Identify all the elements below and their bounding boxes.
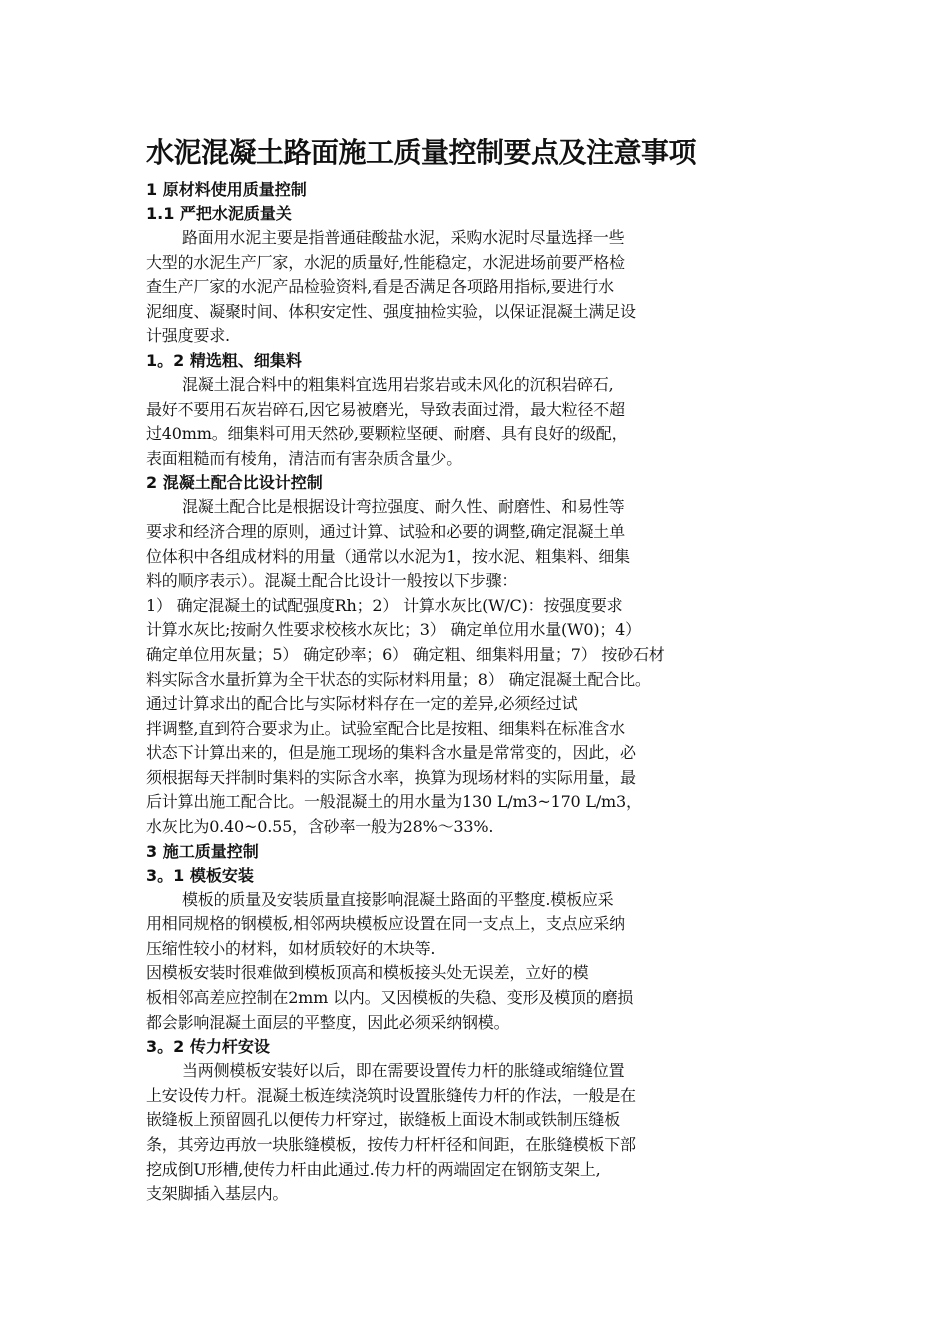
text-line: 上安设传力杆。混凝土板连续浇筑时设置胀缝传力杆的作法，一般是在 [146, 1085, 636, 1105]
text-line: 模板的质量及安装质量直接影响混凝土路面的平整度.模板应采 [182, 889, 614, 909]
paragraph [146, 373, 786, 471]
section-heading: 1 原材料使用质量控制 [146, 180, 307, 199]
text-line: 1） 确定混凝土的试配强度Rh；2） 计算水灰比(W/C)：按强度要求 [146, 595, 623, 615]
text-line: 拌调整,直到符合要求为止。试验室配合比是按粗、细集料在标准含水 [146, 718, 625, 738]
text-line: 计强度要求. [146, 326, 230, 346]
section-heading: 3。1 模板安装 [146, 865, 254, 885]
section-heading: 3 施工质量控制 [146, 841, 259, 861]
text-line: 状态下计算出来的，但是施工现场的集料含水量是常常变的，因此，必 [146, 743, 636, 763]
text-line: 须根据每天拌制时集料的实际含水率，换算为现场材料的实际用量，最 [146, 767, 636, 787]
paragraph [146, 1059, 786, 1207]
section-heading: 1。2 精选粗、细集料 [146, 350, 302, 370]
text-line: 路面用水泥主要是指普通硅酸盐水泥，采购水泥时尽量选择一些 [182, 228, 625, 247]
text-line: 当两侧模板安装好以后，即在需要设置传力杆的胀缝或缩缝位置 [182, 1061, 625, 1081]
paragraph [146, 495, 786, 839]
paragraph [146, 888, 786, 1036]
text-line: 都会影响混凝土面层的平整度，因此必须采纳钢模。 [146, 1012, 510, 1032]
text-line: 料的顺序表示）。混凝土配合比设计一般按以下步骤： [146, 571, 518, 591]
document-body [146, 178, 786, 1207]
text-line: 通过计算求出的配合比与实际材料存在一定的差异,必须经过试 [146, 694, 578, 714]
text-line: 计算水灰比;按耐久性要求校核水灰比；3） 确定单位用水量(W0)；4） [146, 620, 641, 640]
text-line: 混凝土配合比是根据设计弯拉强度、耐久性、耐磨性、和易性等 [182, 497, 625, 517]
text-line: 压缩性较小的材料，如材质较好的木块等. [146, 938, 436, 958]
text-line: 料实际含水量折算为全干状态的实际材料用量；8） 确定混凝土配合比。 [146, 669, 651, 689]
text-line: 最好不要用石灰岩碎石,因它易被磨光，导致表面过滑，最大粒径不超 [146, 399, 625, 419]
text-line: 查生产厂家的水泥产品检验资料,看是否满足各项路用指标,要进行水 [146, 277, 614, 297]
text-line: 水灰比为0.40~0.55，含砂率一般为28%～33%. [146, 817, 494, 837]
section-heading: 3。2 传力杆安设 [146, 1037, 270, 1057]
text-line: 用相同规格的钢模板,相邻两块模板应设置在同一支点上，支点应采纳 [146, 914, 625, 934]
text-line: 因模板安装时很难做到模板顶高和模板接头处无误差，立好的模 [146, 963, 589, 983]
text-line: 表面粗糙而有棱角，清洁而有害杂质含量少。 [146, 448, 463, 468]
text-line: 挖成倒U形槽,使传力杆由此通过.传力杆的两端固定在钢筋支架上, [146, 1159, 601, 1179]
paragraph [146, 226, 786, 349]
text-line: 嵌缝板上预留圆孔以便传力杆穿过，嵌缝板上面设木制或铁制压缝板 [146, 1110, 621, 1130]
text-line: 要求和经济合理的原则，通过计算、试验和必要的调整,确定混凝土单 [146, 521, 625, 541]
section-heading: 1.1 严把水泥质量关 [146, 204, 292, 223]
text-line: 后计算出施工配合比。一般混凝土的用水量为130 L/m3~170 L/m3， [146, 792, 642, 812]
text-line: 确定单位用灰量；5） 确定砂率；6） 确定粗、细集料用量；7） 按砂石材 [146, 644, 665, 664]
text-line: 条，其旁边再放一块胀缝模板，按传力杆杆径和间距，在胀缝模板下部 [146, 1135, 636, 1154]
text-line: 板相邻高差应控制在2mm 以内。又因模板的失稳、变形及模顶的磨损 [146, 988, 634, 1008]
text-line: 支架脚插入基层内。 [146, 1184, 289, 1204]
document-title: 水泥混凝土路面施工质量控制要点及注意事项 [146, 136, 697, 169]
text-line: 混凝土混合料中的粗集料宜选用岩浆岩或未风化的沉积岩碎石, [182, 374, 614, 394]
text-line: 过40mm。细集料可用天然砂,要颗粒坚硬、耐磨、具有良好的级配， [146, 424, 628, 444]
text-line: 位体积中各组成材料的用量（通常以水泥为1，按水泥、粗集料、细集 [146, 546, 630, 566]
text-line: 大型的水泥生产厂家，水泥的质量好,性能稳定，水泥进场前要严格检 [146, 252, 625, 272]
section-heading: 2 混凝土配合比设计控制 [146, 473, 323, 493]
document-page [146, 132, 786, 1207]
text-line: 泥细度、凝聚时间、体积安定性、强度抽检实验，以保证混凝土满足设 [146, 301, 636, 321]
